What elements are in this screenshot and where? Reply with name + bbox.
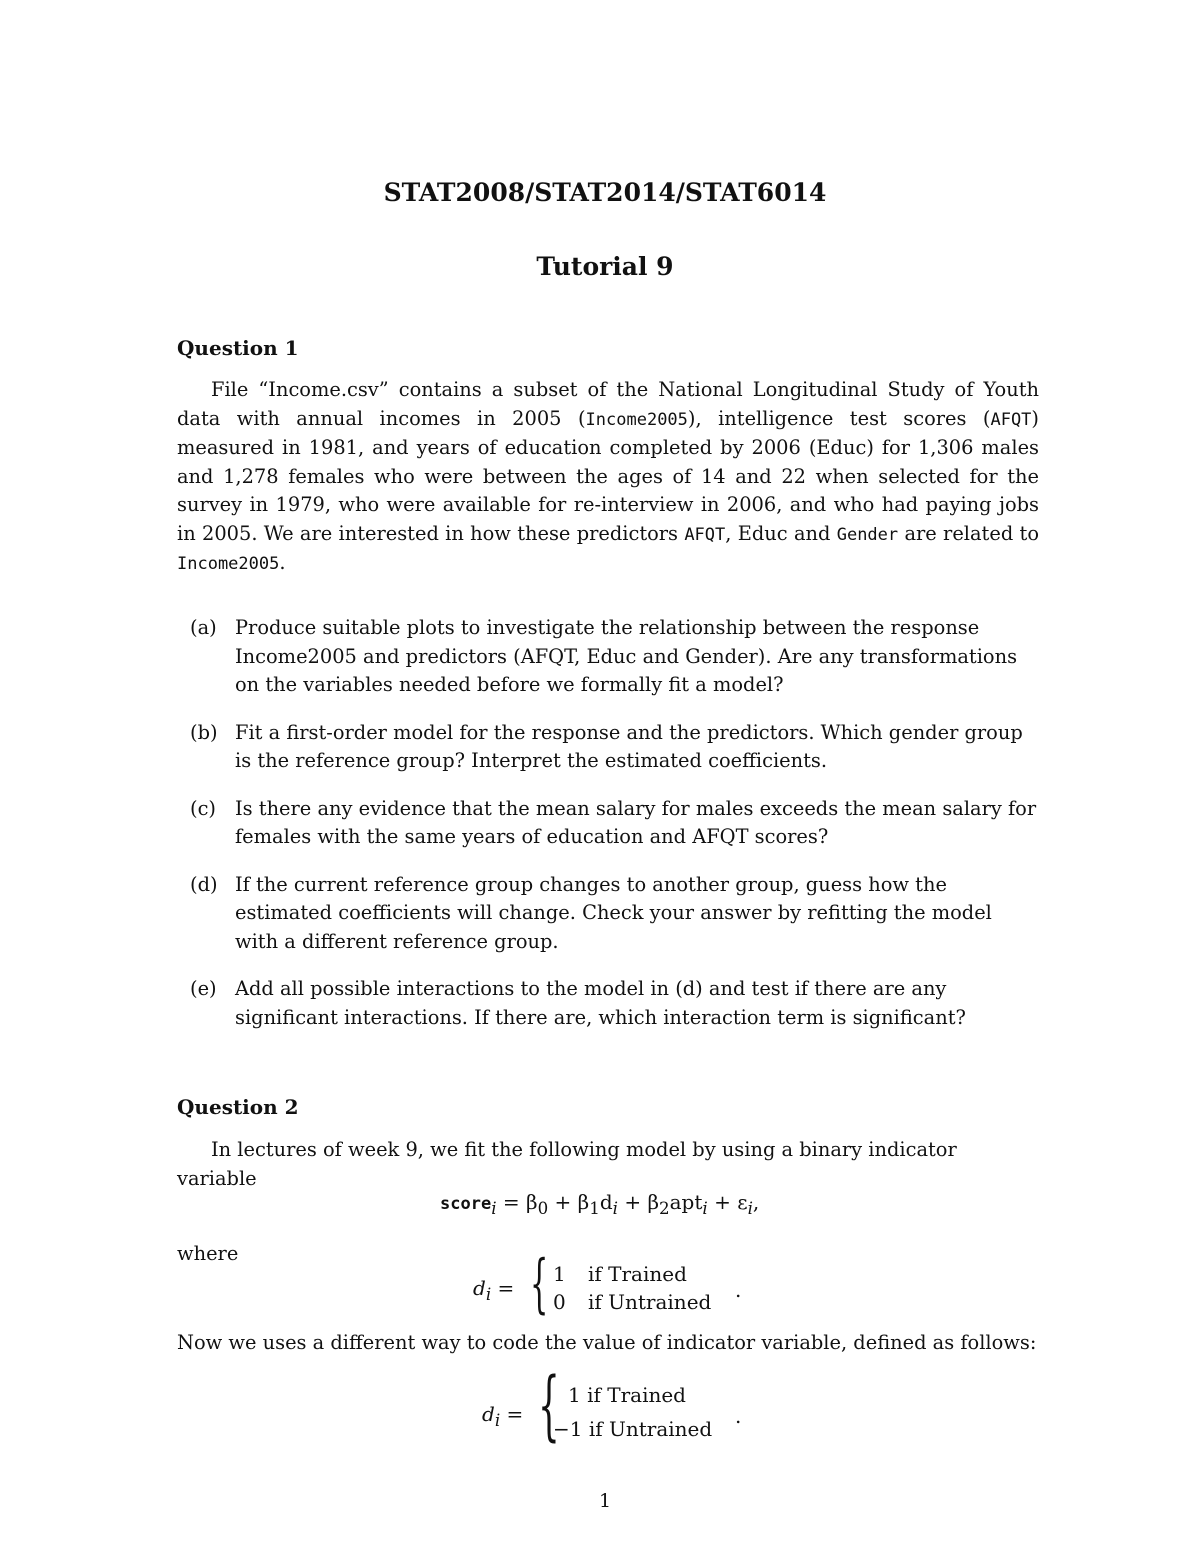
case-row-1: 1 if Trained — [568, 1383, 686, 1407]
part-text: Add all possible interactions to the model in (d) and test if there are any significant interactions. If there are, which interaction term is significant? — [235, 977, 966, 1029]
period: . — [735, 1404, 742, 1428]
part-label: (c) — [190, 796, 216, 820]
part-label: (d) — [190, 872, 218, 896]
question-1-intro: File “Income.csv” contains a subset of the National Longitudinal Study of Youth data with annual incomes in 2005 (Income2005), intelligence test scores (AFQT) measured in 1981, and years of education completed by 2006 (Educ) for 1,306 males and 1,278 females who were between the ages of 14 and 22 when selected for the survey in 1979, who were available for re-interview in 2006, and who had paying jobs in 2005. We are interested in how these predictors AFQT, Educ and Gender are related to Income2005. — [177, 378, 1039, 574]
question-1-part-e — [190, 975, 1040, 1032]
part-label: (a) — [190, 616, 217, 639]
part-text: Is there any evidence that the mean salary for males exceeds the mean salary for females with the same years of education and AFQT scores? — [235, 796, 1037, 848]
question-1-part-a — [190, 614, 1040, 700]
indicator-lhs: $d_i$ = — [482, 1402, 524, 1430]
part-text: Produce suitable plots to investigate the relationship between the response Income2005 and predictors (AFQT, Educ and Gender). Are any transformations on the variables needed before we formally fit a model? — [235, 616, 1018, 696]
part-text: If the current reference group changes to another group, guess how the estimated coefficients will change. Check your answer by refitting the model with a different reference group. — [235, 872, 992, 953]
regression-model-equation: score$_i$ = $\beta_0 + \beta_1d_i + \beta_2apt_i + \varepsilon_i$, — [440, 1190, 760, 1218]
tutorial-title: Tutorial 9 — [536, 252, 674, 281]
where-label: where — [177, 1242, 239, 1265]
question-1-part-b — [190, 719, 1040, 776]
indicator-lhs: $d_i$ = — [473, 1276, 515, 1304]
question-2-heading: Question 2 — [177, 1095, 299, 1119]
course-title: STAT2008/STAT2014/STAT6014 — [383, 178, 827, 207]
alternative-coding-text: Now we uses a different way to code the value of indicator variable, defined as follows: — [177, 1331, 1037, 1354]
case-value-1: 1 — [553, 1262, 566, 1286]
case-condition-2: if Untrained — [588, 1290, 712, 1314]
question-1-part-d — [190, 871, 1040, 957]
question-1-heading: Question 1 — [177, 336, 299, 360]
period: . — [735, 1278, 742, 1302]
case-row-2: −1 if Untrained — [553, 1417, 713, 1441]
question-1-parts — [190, 614, 1040, 1051]
part-label: (b) — [190, 720, 218, 744]
question-2-intro: In lectures of week 9, we fit the following model by using a binary indicator variable — [177, 1138, 957, 1190]
left-brace: { — [538, 1360, 560, 1449]
case-value-2: 0 — [553, 1290, 566, 1314]
part-label: (e) — [190, 977, 217, 1000]
left-brace: { — [530, 1247, 549, 1321]
case-condition-1: if Trained — [588, 1262, 687, 1286]
page-number: 1 — [598, 1490, 612, 1512]
part-text: Fit a first-order model for the response and the predictors. Which gender group is the reference group? Interpret the estimated coefficients. — [235, 720, 1023, 772]
question-1-part-c — [190, 795, 1040, 852]
